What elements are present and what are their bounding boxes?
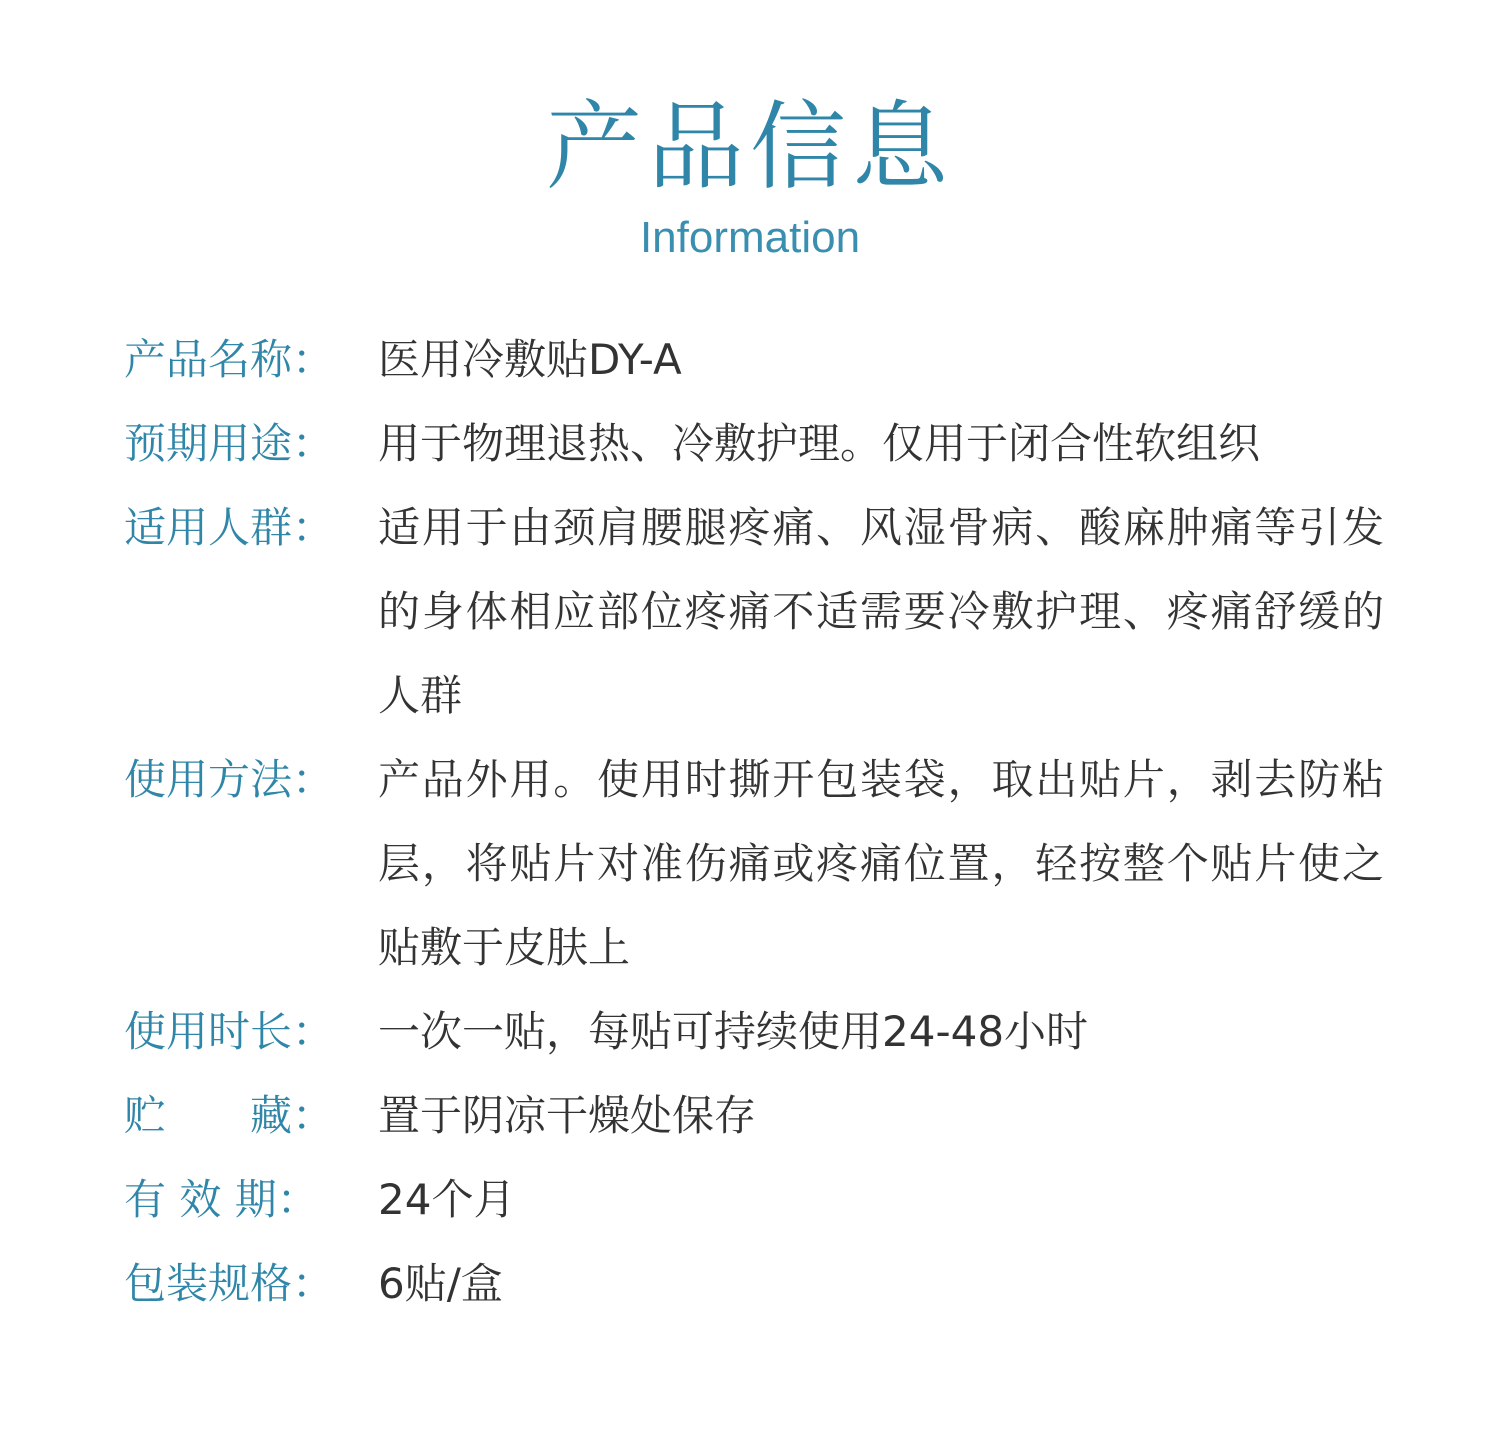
info-value: 适用于由颈肩腰腿疼痛、风湿骨病、酸麻肿痛等引发的身体相应部位疼痛不适需要冷敷护理、疼痛舒缓的人群 <box>378 503 1384 720</box>
info-value: 医用冷敷贴DY-A <box>378 335 682 384</box>
info-row-shelf-life <box>124 1158 1384 1242</box>
info-label: 有 效 期： <box>124 1175 319 1224</box>
info-row-package-spec <box>124 1242 1384 1326</box>
product-info-list <box>124 318 1384 1326</box>
page-title: 产品信息 <box>546 91 954 203</box>
info-label: 贮 藏： <box>124 1091 335 1140</box>
info-label: 使用方法： <box>124 755 335 804</box>
info-label: 产品名称： <box>124 335 335 384</box>
info-row-intended-use <box>124 402 1384 486</box>
info-row-target-users <box>124 486 1384 738</box>
info-value: 置于阴凉干燥处保存 <box>378 1091 757 1140</box>
info-label: 使用时长： <box>124 1007 335 1056</box>
info-label: 包装规格： <box>124 1259 335 1308</box>
info-value: 产品外用。使用时撕开包装袋，取出贴片，剥去防粘层，将贴片对准伤痛或疼痛位置，轻按整个贴片使之贴敷于皮肤上 <box>378 755 1384 972</box>
info-row-product-name <box>124 318 1384 402</box>
info-row-usage-duration <box>124 990 1384 1074</box>
info-value: 用于物理退热、冷敷护理。仅用于闭合性软组织 <box>378 419 1261 468</box>
info-label: 预期用途： <box>124 419 335 468</box>
page-header <box>0 92 1500 266</box>
info-value: 6贴/盒 <box>378 1259 503 1308</box>
info-row-usage-method <box>124 738 1384 990</box>
page-subtitle: Information <box>639 213 861 262</box>
info-value: 一次一贴，每贴可持续使用24-48小时 <box>378 1007 1089 1056</box>
info-row-storage <box>124 1074 1384 1158</box>
info-label: 适用人群： <box>124 503 335 552</box>
info-value: 24个月 <box>378 1175 516 1224</box>
